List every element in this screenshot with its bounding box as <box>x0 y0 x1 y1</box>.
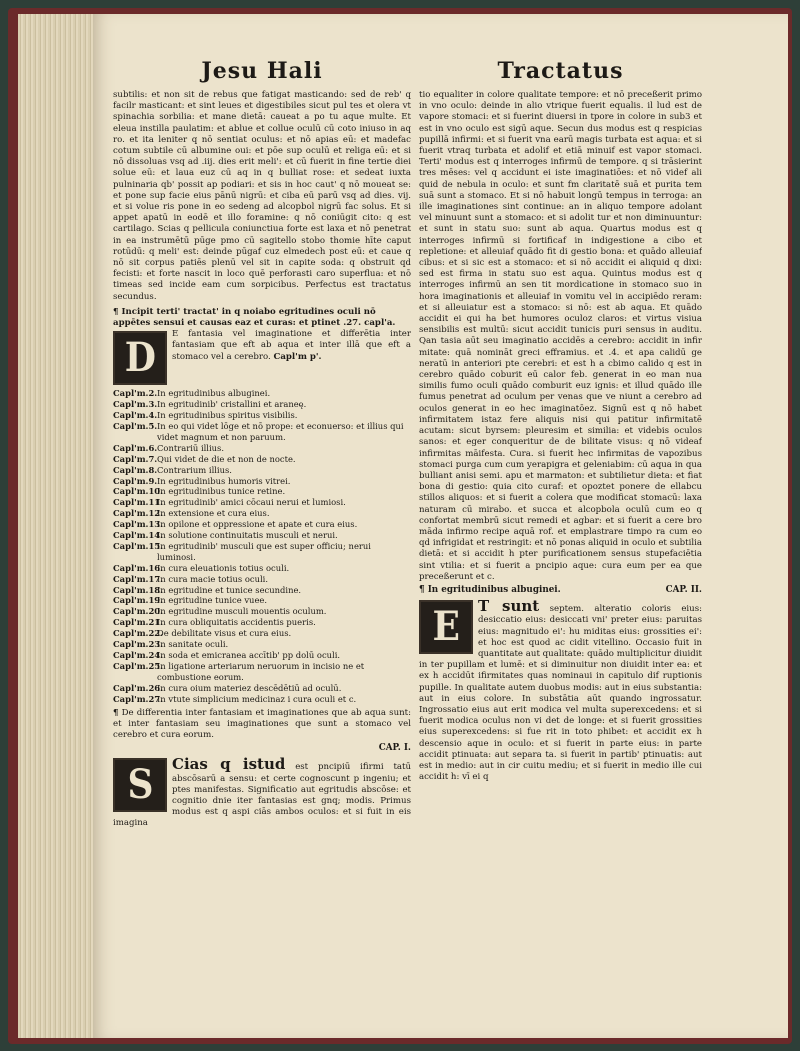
incipit-text: Incipit terti' tractat' in q noiabo egritudines oculi nō appētes sensui et causas eaz et curas: et ptinet .27. capl'a. <box>113 306 396 329</box>
chapter-one-incipit: Cias q istud <box>172 755 286 774</box>
chapter-two-heading <box>419 585 702 596</box>
chapter-item: Capl'm.8. Contrarium illius. <box>113 464 232 475</box>
left-column <box>113 58 411 1028</box>
chapter-two-incipit: T sunt <box>478 597 540 616</box>
right-paragraph: tio equaliter in colore qualitate tempore: et nō preceßerit primo in vno oculo: deinde in alio vtrique fuerit equalis. il lud est de vapore stomaci: et si fuerint diuersi in tpore in colore in sub3 et est in vno oculo est sigū aque. Secun dus modus est q respicias pupillā infirmi: et si fuerit vna earū magis turbata est aqua: et si fuerit vtraq turbata et adolif et etiā minuif est vapor stomaci. Terti' modus est q interroges infirmū de tempore. q si trāsierint tres mēses: vel q accidunt ei iste imaginatiōes: et nō videf ali quid de nebula in oculo: et sunt fm claritatē suā et purita tem suā sunt a stomaco. Et si nō habuit longū tempus in terroga: an ille imaginationes sint continue: an in aliquo tempore adolant vel minuunt sunt a stomaco: et si adolit tur et non diminuuntur: et sunt in statu suo: sunt ab aqua. Quartus modus est q interroges infirmū si fortificaf in indigestione a cibo et repletione: et alleuiaf quādo fit di gestio bona: et quādo alleuiaf cibus: et si sic est a stomaco: et si nō accidit ei aliquid q dixi: sed est firma in statu suo est aqua. Quintus modus est q interroges infirmū an sen tit mordicatione in stomaco suo in hora imaginationis et alleuiaf in vomitu vel in accipiēdo reram: et si alleuiatur est a stomaco: si nō: est ab aqua. Et quādo accidit ei qui ha bet humores oculoz claros: et virtus visiua sensibilis est multū: sicut accidit tunicis puri sensus in auditu. Qan tasia aūt seu imaginatio accidēs a cerebro: accidit in infir mitate: quā nomināt greci efframius. et .4. et apa calidū ge neratū in anteriori pte cerebri: et est h a cbimo calido q est in cerebro quādo coburit eū calor feb. generat in eo man nua similis fumo oculi quādo comburit euz ignis: et illud quādo ille fumus penetrat ad oculum per venas que ve niunt a cerebro ad oculos generat in eo hec imaginatōez. Signū est q nō habet infirmitatem istaz fere aliquis nisi qui patitur infirmitatē acutam: sicut byrsem: pleuresim et similia: et videbis oculos sanos: et eger conqueritur de de bilitate visus: q nō videaf infirmitas māifesta. Cura. si fuerit hec infirmitas de vapozibus stomaci purga cum cum yerapigra et geleniabim: cū aqua in qua bulliant anisi semi. apu et marmaton: et subtilietur dieta: et fiat bona di gestio: quia cito curaf: et opoztet ponere de ellabcu stillos aliquos: et si fuerit a colera que modificat stomacū: laxa naturam cū mirabo. et succa et alcopbola oculū cum eo q confortat membrū sicut remedi et agbar: et si fuerit a cere bro māda infirmo recipe aquā rof. et emplastrare timpo ra cum eo qd infrigidat et restringit: et nō ponas aliquid in oculo et subtilia dietā: et si accidit h pter purificationem sensus stupefaciētia sint vtilia: et si fuerit a pncipio aque: cura eum per ea que preceßerunt et c. <box>419 90 702 582</box>
chapter-item: Capl'm.10. In egritudinibus tunice retine. <box>113 486 286 497</box>
chapter-item: Capl'm.9. In egritudinibus humoris vitrei. <box>113 475 291 486</box>
chapter-item: Capl'm.2. In egritudinibus albuginei. <box>113 388 271 399</box>
chapter-item: Capl'm.23. In sanitate oculi. <box>113 639 229 650</box>
chapter-item: Capl'm.24. In soda et emicranea accītib' pp dolū oculi. <box>113 650 341 661</box>
chapter-item: Capl'm.14. In solutione continuitatis musculi et nerui. <box>113 530 338 541</box>
drop-cap-d: D <box>113 331 167 385</box>
chapter-item: Capl'm.16. In cura eleuationis totius oculi. <box>113 562 290 573</box>
chapter-item: Capl'm.15. In egritudinib' musculi que est super officiu; nerui luminosi. <box>113 540 371 562</box>
chapter-one-label: Capl'm p'. <box>273 351 322 362</box>
chapter-list <box>113 388 411 704</box>
paragraph-mark-icon: ¶ <box>113 306 119 317</box>
chapter-two-body-text: septem. alteratio coloris eius: desiccatio eius: desiccati vni' preter eius: paruitas eius: magnitudo ei': hu miditas eius: grossities ei': et hoc est quod ac cidit vitellino. Occasio fuit in quantitate aut qualitate: quādo multiplicitur diuidit in ter pupillam et lumē: et si diminuitur non diuidit inter ea: et ex h accidūt ifirmitates quas nominaui in capitulo dif ruptionis pupille. In qualitate autem duobus modis: aut in eius substantia: aut in eius colore. In substātia aūt quando ingrossatur. Ingrossatio eius aut erit modica vel multa superexcedens: et si fuerit modica oculus non vi det de longe: et si fuerit grossities eius superexcedens: si fue rit in toto phibet: et accidit ex h descensio aque in oculo: et si fuerit in parte eius: in parte accidit ptinuata: aut separa ta. si fuerit in partib' ptinuatis: aut est in medio: aut in cir cuitu mediu; et si fuerit in medio ille cui accidit h: vī ei q <box>419 604 702 783</box>
chapter-item: Capl'm.4. In egritudinibus spiritus visibilis. <box>113 410 298 421</box>
right-column <box>419 58 702 1028</box>
chapter-two-title: In egritudinibus albuginei. <box>427 584 561 595</box>
chapter-item: Capl'm.5. In eo qui videt lōge et nō prope: et econuerso: et illius qui videt magnum et non paruum. <box>113 420 404 442</box>
paragraph-mark-icon: ¶ <box>113 707 119 718</box>
differentia-text: De differentia inter fantasiam et imaginationes que ab aqua sunt: et inter fantasiam seu imaginationes que sunt a stomaco vel cerebro et cura eorum. <box>113 707 411 740</box>
chapter-item: Capl'm.22. De debilitate visus et cura eius. <box>113 628 292 639</box>
chapter-label: CAP. I. <box>378 743 411 754</box>
paragraph-mark-icon: ¶ <box>419 584 425 595</box>
open-book <box>18 14 788 1038</box>
chapter-item: Capl'm.18. In egritudine et tunice secundine. <box>113 584 302 595</box>
chapter-item: Capl'm.3. In egritudinib' cristallini et araneę. <box>113 399 307 410</box>
chapter-item: Capl'm.26. In cura oium materiez descēdētiū ad oculū. <box>113 682 342 693</box>
chapter-item: Capl'm.13. In opilone et oppressione et apate et cura eius. <box>113 519 358 530</box>
page-edges <box>18 14 94 1038</box>
chapter-item: Capl'm.19. In egritudine tunice vuee. <box>113 595 268 606</box>
tractatus-incipit <box>113 307 411 329</box>
chapter-one-body-text: est pncipiū ifirmi tatū abscōsarū a sensu: et certe cognoscunt p ingeniu; et ptes manifestas. Significatio aut egritudis abscōse: et cognitio dnie iter fantasias est gnq; modis. Primus modus est q aspi ciās ambos oculos: et si fuit in eis imagina <box>113 762 411 829</box>
chapter-item: Capl'm.21. In cura obliquitatis accidentis pueris. <box>113 617 316 628</box>
drop-cap-e: E <box>419 600 473 654</box>
chapter-heading <box>113 743 411 754</box>
chapter-item: Capl'm.17. In cura macie totius oculi. <box>113 573 268 584</box>
chapter-two-label: CAP. II. <box>665 584 702 595</box>
drop-cap-s: S <box>113 758 167 812</box>
chapter-item: Capl'm.25. In ligatione arteriarum neruorum in incisio ne et combustione eorum. <box>113 660 365 682</box>
chapter-item: Capl'm.20. In egritudine musculi mouentis oculum. <box>113 606 327 617</box>
chapter-item: Capl'm.11. In egritudinib' amici cōcaui nerui et lumiosi. <box>113 497 346 508</box>
differentia-heading <box>113 708 411 742</box>
chapter-item: Capl'm.7. Qui videt de die et non de nocte. <box>113 453 296 464</box>
running-head-left: Jesu Hali <box>201 58 323 84</box>
chapter-item: Capl'm.27. In vtute simplicium medicinaz i cura oculi et c. <box>113 693 357 704</box>
intro-paragraph: subtilis: et non sit de rebus que fatigat masticando: sed de reb' q facilr masticant: et sint leues et digestibiles sicut pul tes et olera vt spinachia sorbilia: et mane dietā: caueat a po tu aque multe. Et eleua instilla paulatim: et ablue et collue oculū cū coto iniuso in aq ro. et ita leniter q nō sentiat oculus: et nō apias eū: et madefac cotum subtile cū albumine oui: et pōe sup oculū et religa eū: et si nō dissoluas vsq ad .iij. dies erit meli': et cū fuerit in fine tertie diei solue eū: et laua euz cū aq in q bulliat rose: et sedeat iuxta pulninaria qb' possit ap podiari: et sis in hoc caut' q nō moueat se: et pone sup facie eius pānū nigrū: et ciba eū parū vsq ad dies. vij. et si volue ris pone in eo sedeng ad alcopbol nigrū fac solus. Et si appet apatū in eodē et illo foramine: q nō coniūgit cito: q est cartilago. Scias q pellicula coniunctiua forte est laxa et nō penetrat in ea instrumētū pūge pmo cū sagitello stobo thomie hīte caput rotūdū: q meli' est: deinde pūgaf cuz elmedech post eū: et caue q nō sit corpus patiēs plenū vel sit in capite soda: q obstruit qd fecisti: et forte nascit in loco quē perforasti caro superflua: et nō timeas sed incide eam cum sorpicibus. Perfectus est tractatus secundus. <box>113 90 411 302</box>
running-head-right: Tractatus <box>497 58 624 84</box>
chapter-item: Capl'm.6. Contrariū illius. <box>113 442 225 453</box>
chapter-item: Capl'm.12. In extensione et cura eius. <box>113 508 270 519</box>
chapter-one-text: E fantasia vel imaginatione et differētia inter fantasiam que eft ab aqua et inter illā que eft a stomaco vel a cerebro. <box>172 329 411 362</box>
